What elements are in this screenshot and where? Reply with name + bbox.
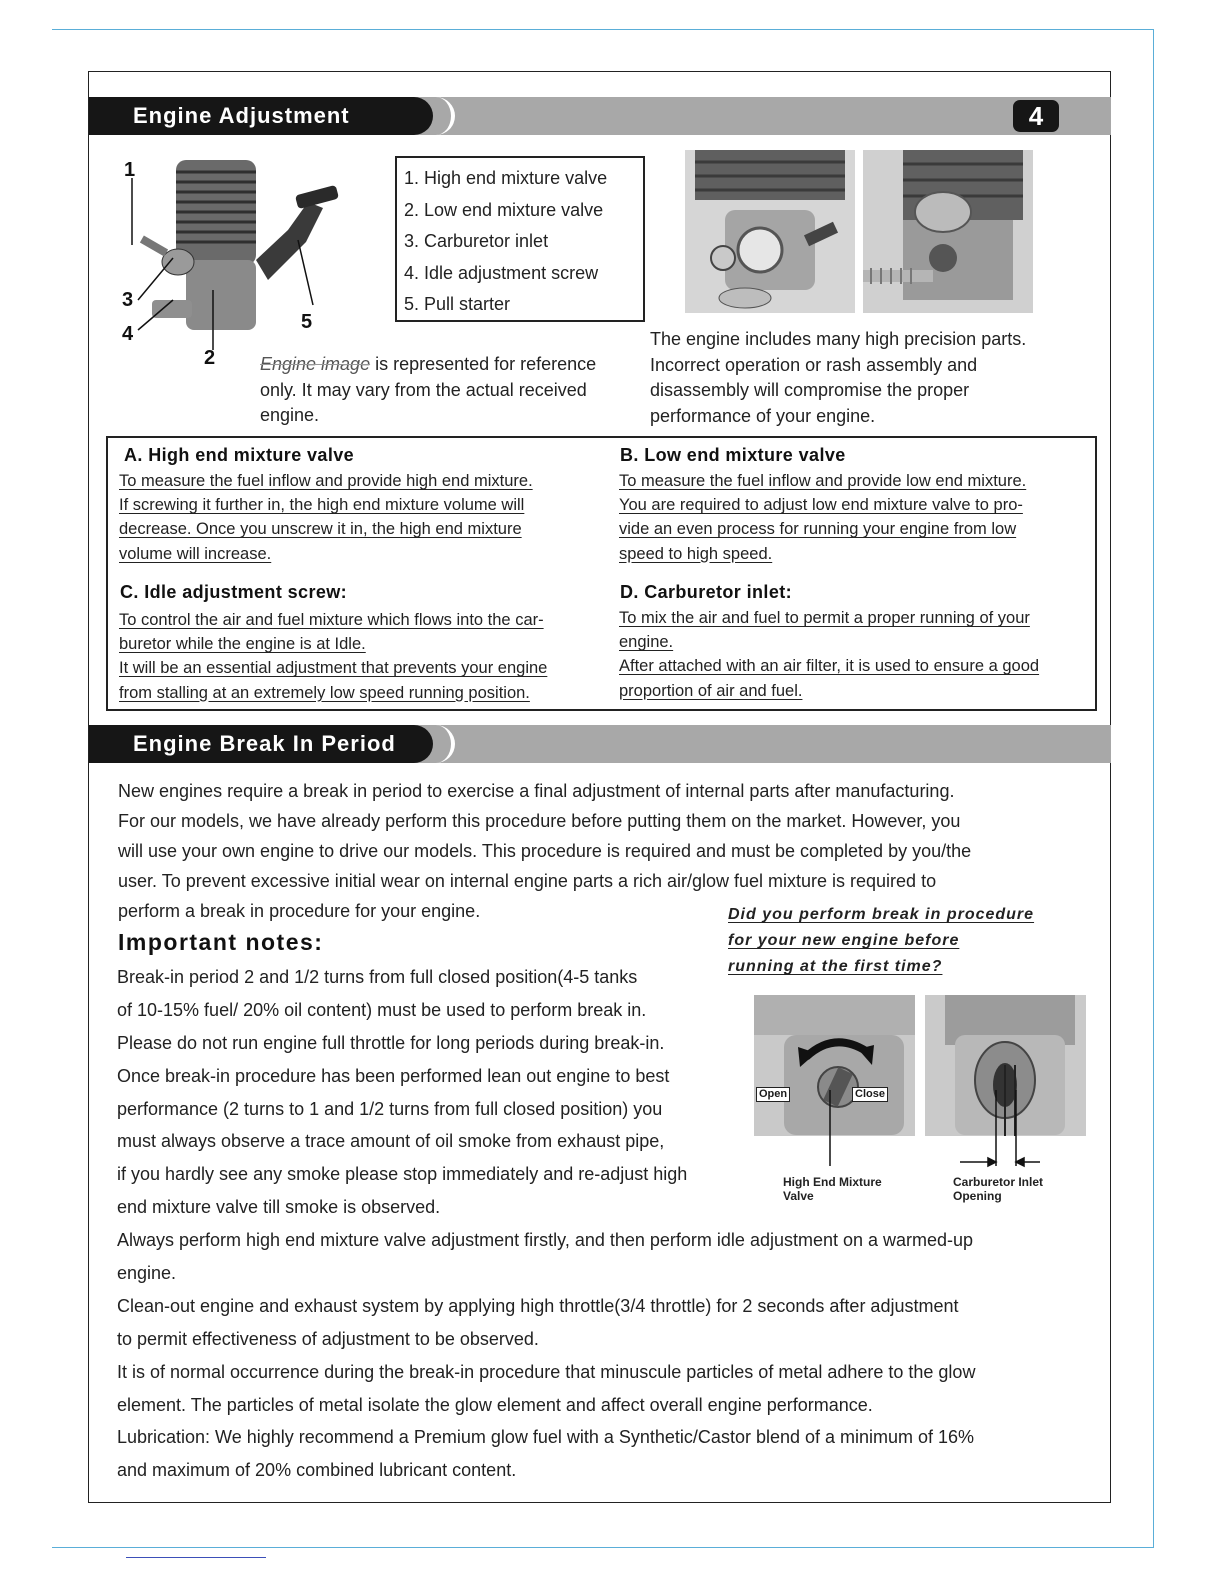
page-frame-bottom <box>52 1547 1154 1548</box>
carb-label-line: Opening <box>953 1189 1002 1203</box>
high-end-label-line: High End Mixture <box>783 1175 882 1189</box>
starter-handle <box>295 185 339 209</box>
legend-item: 1. High end mixture valve <box>404 168 608 188</box>
intro-line: perform a break in procedure for your engine. <box>118 901 481 921</box>
high-end-mixture-valve-label <box>783 1175 882 1203</box>
precision-note-line: disassembly will compromise the proper <box>650 380 970 400</box>
valve-d-title: D. Carburetor inlet: <box>620 582 793 602</box>
intro-line: user. To prevent excessive initial wear on internal engine parts a rich air/glow fuel mixture is required to <box>118 871 937 891</box>
engine-illustration <box>118 150 388 365</box>
note-line: Once break-in procedure has been performed lean out engine to best <box>117 1065 670 1086</box>
valve-d-text <box>619 606 1094 703</box>
legend-item: 2. Low end mixture valve <box>404 199 604 220</box>
engine-image-note-emphasis: Engine image <box>260 354 371 374</box>
note-line: Please do not run engine full throttle for long periods during break-in. <box>117 1032 665 1053</box>
important-notes-heading: Important notes: <box>118 929 324 955</box>
valve-b-title: B. Low end mixture valve <box>620 445 846 465</box>
note-line: if you hardly see any smoke please stop immediately and re-adjust high <box>117 1164 688 1185</box>
note-line: of 10-15% fuel/ 20% oil content) must be used to perform break in. <box>117 999 647 1020</box>
valve-a-line: volume will increase. <box>119 544 272 563</box>
callout-5: 5 <box>301 311 313 333</box>
note-line: end mixture valve till smoke is observed. <box>117 1197 441 1218</box>
open-label: Open <box>756 1087 790 1102</box>
note-line: It is of normal occurrence during the break-in procedure that minuscule particles of metal adhere to the glow <box>117 1361 976 1382</box>
note-line: Always perform high end mixture valve adjustment firstly, and then perform idle adjustment on a warmed-up <box>117 1230 974 1251</box>
high-end-label-line: Valve <box>783 1189 814 1203</box>
valve-d-line: engine. <box>619 633 674 652</box>
break-in-header <box>89 725 1111 763</box>
intro-line: For our models, we have already perform this procedure before putting them on the market. However, you <box>118 811 961 831</box>
valve-b-line: speed to high speed. <box>619 544 773 563</box>
close-label: Close <box>852 1087 888 1102</box>
valve-a-title: A. High end mixture valve <box>124 445 355 465</box>
engine-adjustment-title: Engine Adjustment <box>89 97 433 135</box>
legend-item: 3. Carburetor inlet <box>404 231 549 252</box>
parts-legend <box>395 156 645 322</box>
valve-c-line: buretor while the engine is at Idle. <box>119 635 366 654</box>
carb-label-line: Carburetor Inlet <box>953 1175 1044 1189</box>
intro-line: will use your own engine to drive our models. This procedure is required and must be completed by you/the <box>118 841 972 861</box>
note-line: performance (2 turns to 1 and 1/2 turns from full closed position) you <box>117 1098 663 1119</box>
crankcase <box>186 260 256 330</box>
valve-c-line: To control the air and fuel mixture which flows into the car- <box>119 611 544 629</box>
note-line: engine. <box>117 1263 177 1284</box>
note-line: Clean-out engine and exhaust system by applying high throttle(3/4 throttle) for 2 seconds after adjustment <box>117 1295 959 1316</box>
question-line: running at the first time? <box>728 958 943 975</box>
question-line: Did you perform break in procedure <box>728 906 1035 923</box>
page-frame-right <box>1153 29 1154 1547</box>
valve-b-line: vide an even process for running your engine from low <box>619 520 1017 539</box>
note-line: Lubrication: We highly recommend a Premium glow fuel with a Synthetic/Castor blend of a minimum of 16% <box>117 1427 975 1448</box>
mixture-needle <box>140 236 168 257</box>
valve-c-title: C. Idle adjustment screw: <box>120 582 348 602</box>
engine-image-note-line: only. It may vary from the actual received <box>260 379 587 400</box>
break-in-title: Engine Break In Period <box>89 725 433 763</box>
engine-adjustment-header <box>89 97 1111 135</box>
page-frame-top <box>52 29 1154 30</box>
valve-a-line: If screwing it further in, the high end mixture volume will <box>119 496 525 515</box>
carburetor-photo-left <box>685 150 855 313</box>
note-line: Break-in period 2 and 1/2 turns from full closed position(4-5 tanks <box>117 967 638 987</box>
valve-c-text <box>119 608 609 705</box>
note-line: and maximum of 20% combined lubricant content. <box>117 1460 517 1481</box>
valve-c-line: It will be an essential adjustment that prevents your engine <box>119 659 548 678</box>
engine-image-note-text: is represented for reference <box>370 354 597 374</box>
engine-image-note <box>260 352 650 429</box>
valve-d-line: After attached with an air filter, it is used to ensure a good <box>619 657 1040 676</box>
note-line: to permit effectiveness of adjustment to be observed. <box>117 1328 539 1349</box>
valve-a-text <box>119 469 609 566</box>
callout-1: 1 <box>124 159 136 181</box>
carburetor <box>162 249 194 275</box>
callout-4: 4 <box>122 323 134 345</box>
valve-c-line: from stalling at an extremely low speed running position. <box>119 683 530 702</box>
question-line: for your new engine before <box>728 932 960 949</box>
callout-3: 3 <box>122 289 134 311</box>
valve-d-line: proportion of air and fuel. <box>619 681 803 700</box>
pull-starter <box>256 202 323 280</box>
precision-note <box>650 327 1090 429</box>
precision-note-line: Incorrect operation or rash assembly and <box>650 354 978 375</box>
callout-2: 2 <box>204 347 216 365</box>
valve-b-line: To measure the fuel inflow and provide low end mixture. <box>619 472 1027 490</box>
carburetor-inlet-opening-label <box>953 1175 1043 1203</box>
note-line: element. The particles of metal isolate the glow element and affect overall engine performance. <box>117 1394 873 1415</box>
engine-image-note-line: engine. <box>260 405 320 425</box>
legend-item: 5. Pull starter <box>404 294 511 315</box>
figure-leader-lines <box>820 1090 1040 1170</box>
valve-a-line: decrease. Once you unscrew it in, the high end mixture <box>119 520 522 539</box>
valve-b-text <box>619 469 1089 566</box>
page-footer-rule <box>126 1557 266 1558</box>
valve-a-line: To measure the fuel inflow and provide high end mixture. <box>119 472 533 490</box>
intro-line: New engines require a break in period to exercise a final adjustment of internal parts after manufacturing. <box>118 781 955 801</box>
valve-b-line: You are required to adjust low end mixture valve to pro- <box>619 496 1023 515</box>
carburetor-photo-right <box>863 150 1033 313</box>
legend-item: 4. Idle adjustment screw <box>404 262 599 283</box>
valve-d-line: To mix the air and fuel to permit a proper running of your <box>619 609 1030 627</box>
page-number: 4 <box>1013 100 1059 132</box>
precision-note-line: The engine includes many high precision parts. <box>650 329 1027 349</box>
precision-note-line: performance of your engine. <box>650 405 876 426</box>
note-line: must always observe a trace amount of oil smoke from exhaust pipe, <box>117 1131 665 1152</box>
idle-screw <box>152 300 192 318</box>
